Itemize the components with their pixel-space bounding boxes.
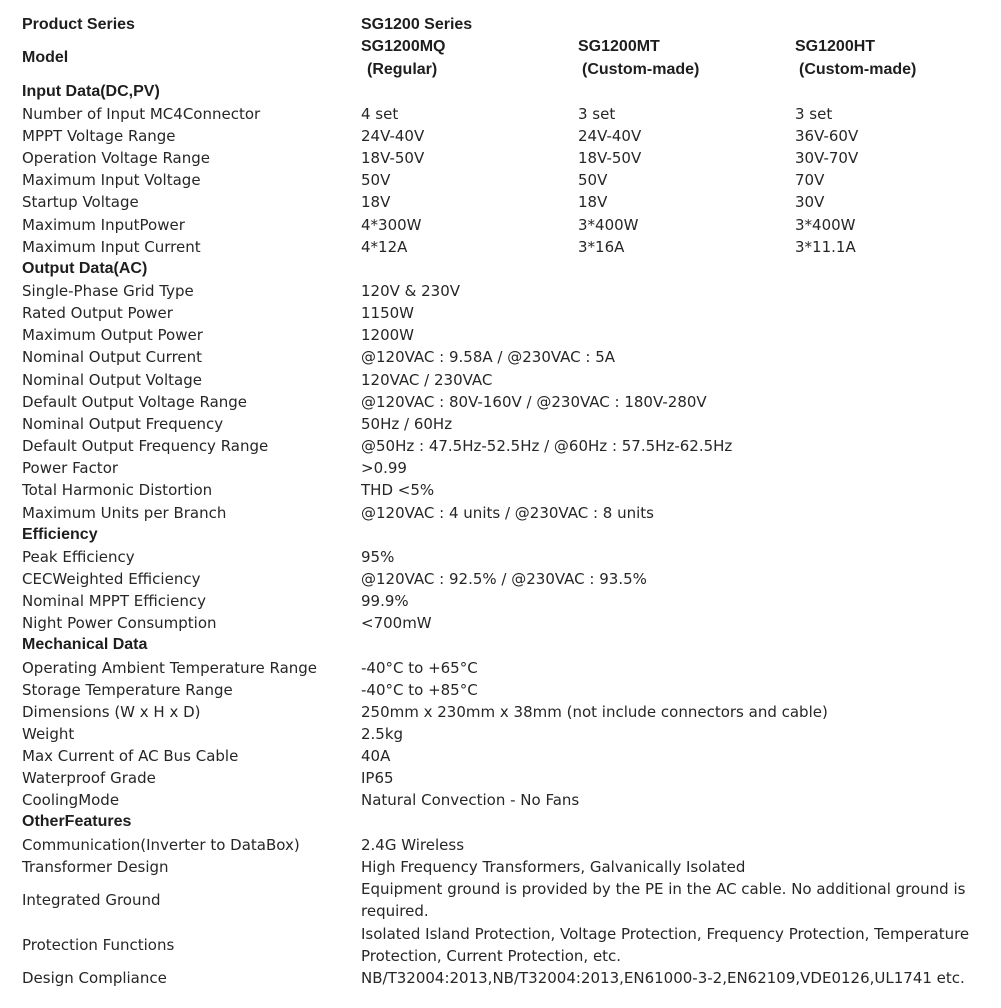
row-label: Protection Functions	[22, 936, 175, 954]
row-value: IP65	[361, 769, 394, 787]
row-label: Nominal Output Frequency	[22, 415, 224, 433]
row-label: Startup Voltage	[22, 193, 139, 211]
row-label: Communication(Inverter to DataBox)	[22, 836, 300, 854]
model-3-variant: (Custom-made)	[799, 61, 917, 78]
row-label: Maximum Input Current	[22, 238, 201, 256]
row-value: 18V-50V	[578, 149, 642, 167]
row-value: @120VAC : 80V-160V / @230VAC : 180V-280V	[361, 393, 707, 411]
row-value: 3*11.1A	[795, 238, 856, 256]
row-value: Isolated Island Protection, Voltage Protection, Frequency Protection, Temperature Protection, Current Protection, etc.	[361, 925, 970, 965]
row-value: 3*16A	[578, 238, 625, 256]
row-value: 3*400W	[578, 216, 639, 234]
row-label: Night Power Consumption	[22, 614, 217, 632]
row-value: @50Hz : 47.5Hz-52.5Hz / @60Hz : 57.5Hz-62.5Hz	[361, 437, 733, 455]
row-value: @120VAC : 92.5% / @230VAC : 93.5%	[361, 570, 647, 588]
row-value: 18V	[361, 193, 391, 211]
row-value: 2.4G Wireless	[361, 836, 465, 854]
model-2-variant: (Custom-made)	[582, 61, 700, 78]
row-value: 30V-70V	[795, 149, 859, 167]
row-value: 1200W	[361, 326, 415, 344]
row-label: Transformer Design	[22, 858, 169, 876]
row-value: 1150W	[361, 304, 415, 322]
row-label: Operation Voltage Range	[22, 149, 210, 167]
model-3-name: SG1200HT	[795, 38, 876, 55]
row-value: -40°C to +85°C	[361, 681, 478, 699]
row-value: 95%	[361, 548, 395, 566]
row-label: Waterproof Grade	[22, 769, 156, 787]
row-value: 4*300W	[361, 216, 422, 234]
row-value: Natural Convection - No Fans	[361, 791, 580, 809]
row-value: -40°C to +65°C	[361, 659, 478, 677]
row-label: Maximum Input Voltage	[22, 171, 201, 189]
model-2-name: SG1200MT	[578, 38, 660, 55]
row-value: 50V	[578, 171, 608, 189]
row-value: 24V-40V	[578, 127, 642, 145]
row-value: 18V-50V	[361, 149, 425, 167]
row-label: Operating Ambient Temperature Range	[22, 659, 318, 677]
section-title-efficiency: Efficiency	[22, 526, 98, 543]
row-label: Weight	[22, 725, 75, 743]
row-label: Max Current of AC Bus Cable	[22, 747, 239, 765]
row-value: THD <5%	[361, 481, 435, 499]
row-value: 3*400W	[795, 216, 856, 234]
row-value: 3 set	[795, 105, 833, 123]
row-label: Rated Output Power	[22, 304, 173, 322]
row-value: @120VAC : 4 units / @230VAC : 8 units	[361, 504, 654, 522]
section-title-output: Output Data(AC)	[22, 260, 148, 277]
row-label: Number of Input MC4Connector	[22, 105, 261, 123]
row-label: Maximum Units per Branch	[22, 504, 227, 522]
model-label: Model	[22, 49, 69, 66]
section-title-mechanical: Mechanical Data	[22, 636, 148, 653]
row-label: Single-Phase Grid Type	[22, 282, 194, 300]
row-value: 70V	[795, 171, 825, 189]
product-series-label: Product Series	[22, 16, 135, 33]
row-value: 99.9%	[361, 592, 409, 610]
row-value: 18V	[578, 193, 608, 211]
model-1-name: SG1200MQ	[361, 38, 446, 55]
row-value: 50V	[361, 171, 391, 189]
row-label: Default Output Frequency Range	[22, 437, 269, 455]
row-label: Integrated Ground	[22, 891, 161, 909]
row-label: Default Output Voltage Range	[22, 393, 248, 411]
row-label: Power Factor	[22, 459, 119, 477]
row-value: <700mW	[361, 614, 432, 632]
row-value: 2.5kg	[361, 725, 404, 743]
row-label: Total Harmonic Distortion	[22, 481, 213, 499]
row-value: 36V-60V	[795, 127, 859, 145]
row-value: NB/T32004:2013,NB/T32004:2013,EN61000-3-2,EN62109,VDE0126,UL1741 etc.	[361, 969, 965, 987]
row-value: 4 set	[361, 105, 399, 123]
row-label: Nominal Output Voltage	[22, 371, 202, 389]
row-label: Dimensions (W x H x D)	[22, 703, 201, 721]
row-label: Storage Temperature Range	[22, 681, 233, 699]
row-label: Peak Efficiency	[22, 548, 135, 566]
row-value: 250mm x 230mm x 38mm (not include connectors and cable)	[361, 703, 828, 721]
row-label: CECWeighted Efficiency	[22, 570, 201, 588]
row-value: >0.99	[361, 459, 407, 477]
row-label: Maximum InputPower	[22, 216, 185, 234]
row-value: 50Hz / 60Hz	[361, 415, 453, 433]
row-label: Maximum Output Power	[22, 326, 203, 344]
row-value: @120VAC : 9.58A / @230VAC : 5A	[361, 348, 616, 366]
row-value: 40A	[361, 747, 391, 765]
row-value: 30V	[795, 193, 825, 211]
row-value: 120VAC / 230VAC	[361, 371, 493, 389]
row-value: 120V & 230V	[361, 282, 461, 300]
row-label: Design Compliance	[22, 969, 167, 987]
row-label: MPPT Voltage Range	[22, 127, 176, 145]
row-label: Nominal MPPT Efficiency	[22, 592, 207, 610]
row-label: CoolingMode	[22, 791, 120, 809]
row-value: 24V-40V	[361, 127, 425, 145]
row-value: High Frequency Transformers, Galvanically Isolated	[361, 858, 746, 876]
row-label: Nominal Output Current	[22, 348, 203, 366]
section-title-other: OtherFeatures	[22, 813, 132, 830]
model-1-variant: (Regular)	[367, 61, 438, 78]
section-title-input: Input Data(DC,PV)	[22, 83, 160, 100]
row-value: Equipment ground is provided by the PE in the AC cable. No additional ground is required.	[361, 880, 966, 920]
row-value: 3 set	[578, 105, 616, 123]
product-series-value: SG1200 Series	[361, 16, 473, 33]
row-value: 4*12A	[361, 238, 408, 256]
